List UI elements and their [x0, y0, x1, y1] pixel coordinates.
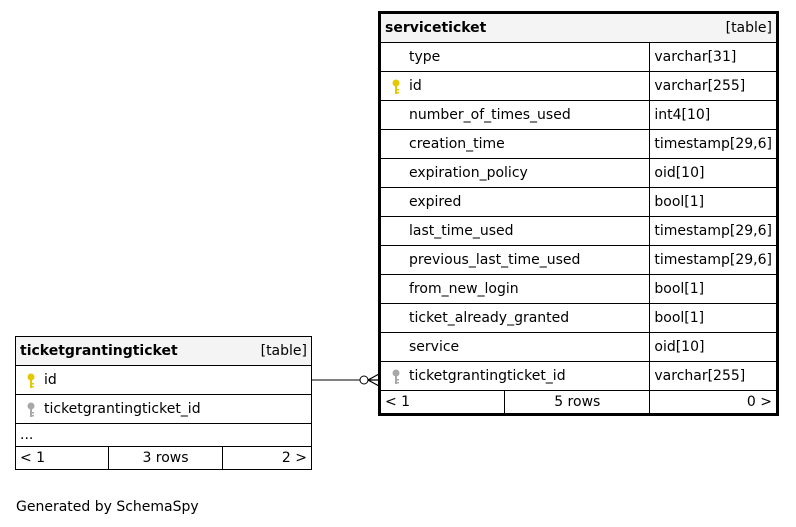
column-name: type — [409, 49, 441, 65]
table-kind: [table] — [260, 343, 307, 359]
column-row[interactable] — [16, 366, 312, 395]
table-kind: [table] — [725, 20, 772, 36]
column-row[interactable] — [380, 304, 778, 333]
serviceticket-table[interactable] — [378, 11, 779, 416]
column-name: ticket_already_granted — [409, 310, 570, 326]
children-count[interactable]: 0 > — [650, 391, 778, 415]
column-row[interactable] — [380, 43, 778, 72]
table-name[interactable]: ticketgrantingticket — [20, 343, 178, 359]
column-name: creation_time — [409, 136, 505, 152]
table-footer — [16, 447, 312, 470]
column-name-cell[interactable] — [380, 246, 650, 275]
column-row[interactable] — [380, 101, 778, 130]
column-name-cell[interactable] — [16, 395, 312, 424]
column-row[interactable] — [380, 159, 778, 188]
column-type: varchar[255] — [650, 362, 778, 391]
column-name-cell[interactable] — [380, 130, 650, 159]
column-name-cell[interactable] — [380, 217, 650, 246]
column-type: bool[1] — [650, 275, 778, 304]
column-row[interactable] — [380, 333, 778, 362]
generated-by-text: Generated by SchemaSpy — [16, 499, 199, 515]
column-type: timestamp[29,6] — [650, 130, 778, 159]
column-type: varchar[31] — [650, 43, 778, 72]
foreign-key-icon — [26, 402, 36, 418]
column-name-cell[interactable] — [380, 72, 650, 101]
table-name[interactable]: serviceticket — [385, 20, 487, 36]
column-name: id — [409, 78, 422, 94]
more-columns: ... — [16, 424, 312, 447]
column-name: expiration_policy — [409, 165, 528, 181]
parents-count[interactable]: < 1 — [16, 447, 109, 470]
primary-key-icon — [26, 373, 36, 389]
column-name-cell[interactable] — [380, 159, 650, 188]
column-row[interactable] — [380, 188, 778, 217]
children-count[interactable]: 2 > — [223, 447, 312, 470]
column-name: previous_last_time_used — [409, 252, 581, 268]
column-name: number_of_times_used — [409, 107, 571, 123]
column-row[interactable] — [380, 275, 778, 304]
column-row[interactable] — [380, 246, 778, 275]
column-name: id — [44, 372, 57, 388]
column-type: int4[10] — [650, 101, 778, 130]
table-header — [380, 13, 778, 43]
column-name: expired — [409, 194, 462, 210]
column-name: ticketgrantingticket_id — [409, 368, 566, 384]
column-name: service — [409, 339, 460, 355]
column-type: bool[1] — [650, 188, 778, 217]
column-name: ticketgrantingticket_id — [44, 401, 201, 417]
column-name-cell[interactable] — [380, 362, 650, 391]
ticketgrantingticket-table[interactable] — [15, 336, 312, 470]
column-row[interactable] — [16, 395, 312, 424]
foreign-key-icon — [391, 369, 401, 385]
table-footer — [380, 391, 778, 415]
column-row[interactable] — [380, 217, 778, 246]
column-name: from_new_login — [409, 281, 519, 297]
column-name: last_time_used — [409, 223, 514, 239]
table-header — [16, 337, 312, 366]
column-name-cell[interactable] — [380, 188, 650, 217]
parents-count[interactable]: < 1 — [380, 391, 505, 415]
rows-count: 5 rows — [505, 391, 650, 415]
column-type: varchar[255] — [650, 72, 778, 101]
column-row[interactable] — [380, 72, 778, 101]
column-row[interactable] — [380, 130, 778, 159]
column-type: timestamp[29,6] — [650, 217, 778, 246]
column-type: bool[1] — [650, 304, 778, 333]
column-row[interactable] — [380, 362, 778, 391]
primary-key-icon — [391, 79, 401, 95]
column-name-cell[interactable] — [380, 304, 650, 333]
column-name-cell[interactable] — [380, 333, 650, 362]
column-name-cell[interactable] — [16, 366, 312, 395]
column-type: oid[10] — [650, 333, 778, 362]
rows-count: 3 rows — [109, 447, 223, 470]
more-columns-row — [16, 424, 312, 447]
column-name-cell[interactable] — [380, 275, 650, 304]
zero-or-many-circle — [360, 376, 368, 384]
column-type: timestamp[29,6] — [650, 246, 778, 275]
column-name-cell[interactable] — [380, 101, 650, 130]
column-name-cell[interactable] — [380, 43, 650, 72]
column-type: oid[10] — [650, 159, 778, 188]
